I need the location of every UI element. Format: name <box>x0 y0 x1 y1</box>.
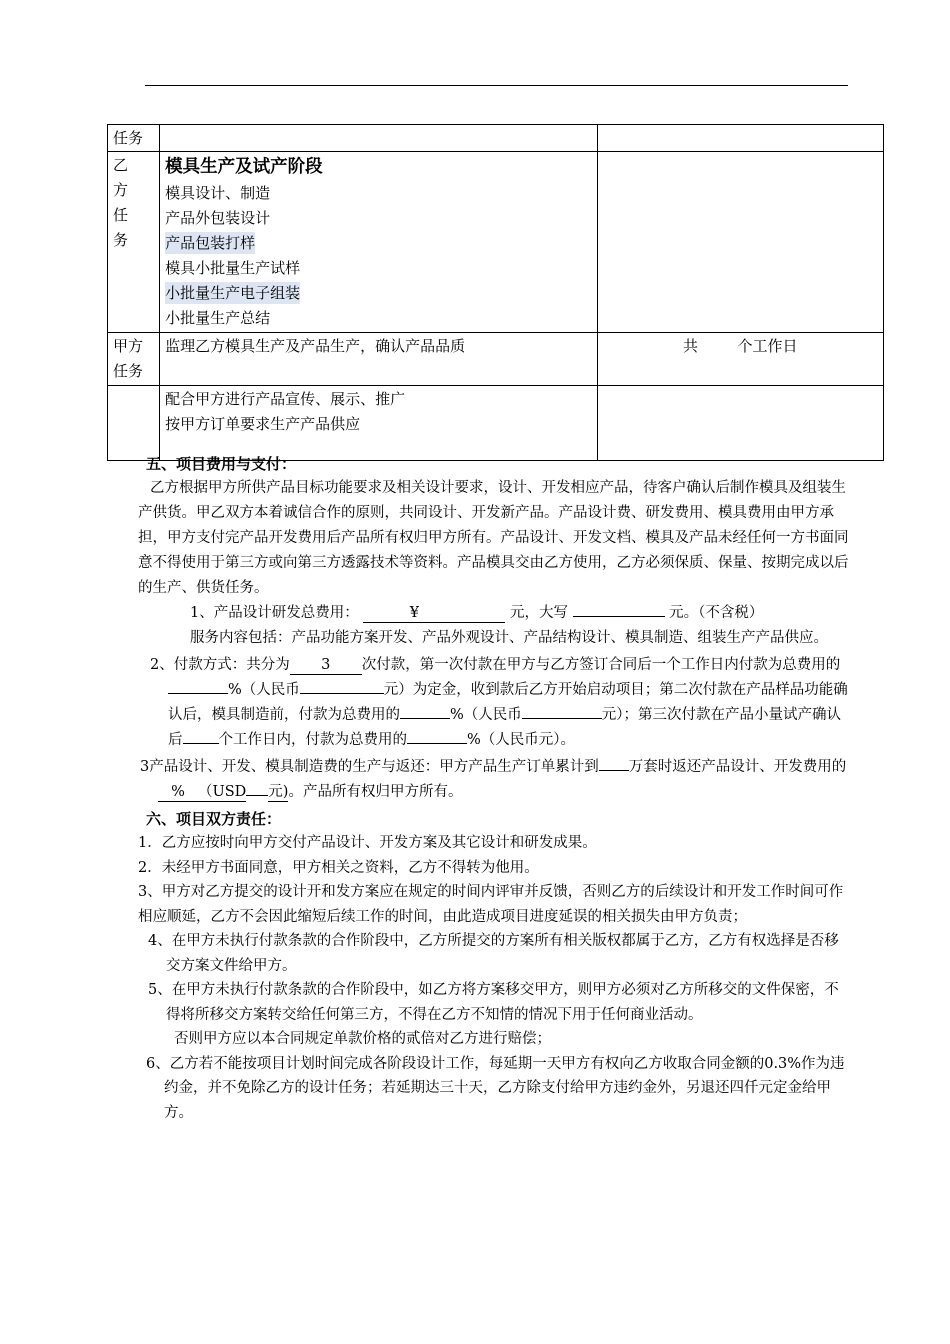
section5-title: 五、项目费用与支付： <box>146 455 297 473</box>
pay-text: 2、付款方式：共分为 <box>150 657 290 673</box>
refund-usd: （USD <box>198 784 247 800</box>
section6-title: 六、项目双方责任： <box>146 810 282 828</box>
fee-line <box>138 601 850 626</box>
list-item: 小批量生产总结 <box>165 309 271 327</box>
refund-text: 。产品所有权归甲方所有。 <box>288 784 463 800</box>
row2-content: 监理乙方模具生产及产品生产，确认产品品质 <box>160 333 597 386</box>
pay-text: %（人民币元）。 <box>467 732 576 748</box>
label-line: 甲方 <box>113 337 144 355</box>
blank <box>246 795 268 796</box>
responsibility-item: 否则甲方应以本合同规定单款价格的贰倍对乙方进行赔偿； <box>174 1031 551 1047</box>
task-table <box>107 124 884 461</box>
list-item-highlighted: 产品包装打样 <box>165 234 256 252</box>
label-char: 务 <box>113 231 129 249</box>
blank <box>300 693 384 694</box>
list-item: 按甲方订单要求生产产品供应 <box>165 415 361 433</box>
refund-text: 万套时返还产品设计、开发费用的 <box>628 759 847 775</box>
responsibility-item: 2．未经甲方书面同意，甲方相关之资料，乙方不得转为他用。 <box>138 859 539 876</box>
pay-text: %（人民币 <box>228 682 300 698</box>
row3-content <box>160 386 597 461</box>
stage-heading: 模具生产及试产阶段 <box>165 157 323 177</box>
row2-duration <box>597 333 883 386</box>
label-char: 乙 <box>113 156 129 174</box>
table-row <box>108 125 884 152</box>
currency-symbol: ¥ <box>409 605 419 621</box>
row0-label: 任务 <box>108 125 160 152</box>
list-item: 模具设计、制造 <box>165 184 271 202</box>
row2-label <box>108 333 160 386</box>
pay-count: 3 <box>290 656 362 675</box>
table-row <box>108 386 884 461</box>
table-row <box>108 152 884 333</box>
responsibility-item: 6、乙方若不能按项目计划时间完成各阶段设计工作，每延期一天甲方有权向乙方收取合同金额的0.3%作为违约金，并不免除乙方的设计任务；若延期达三十天，乙方除支付给甲方违约金外，另退还四仟元定金给甲方。 <box>146 1055 845 1121</box>
pay-text: 个工作日内，付款为总费用的 <box>218 732 407 748</box>
row1-label <box>108 152 160 333</box>
list-item: 模具小批量生产试样 <box>165 259 301 277</box>
fee-capital-label: 元，大写 <box>509 605 568 621</box>
refund-percent: % <box>158 783 198 802</box>
blank <box>400 718 450 719</box>
pay-text: 元）为定金，收到款后乙方开始启动项目；第二次付款在产品样品功能确认后，模具制造前，付款为总费用的 <box>168 682 848 723</box>
label-char: 方 <box>113 181 129 199</box>
service-scope: 服务内容包括：产品功能方案开发、产品外观设计、产品结构设计、模具制造、组装生产产品供应。 <box>190 630 828 646</box>
blank <box>183 743 219 744</box>
fee-note: 元。（不含税） <box>669 605 764 621</box>
row0-duration <box>597 125 883 152</box>
pay-text: 次付款，第一次付款在甲方与乙方签订合同后一个工作日内付款为总费用的 <box>361 657 841 673</box>
fee-label: 1、产品设计研发总费用： <box>190 605 359 621</box>
blank <box>407 743 467 744</box>
label-char: 任 <box>113 206 129 224</box>
table-row <box>108 333 884 386</box>
row1-content <box>160 152 597 333</box>
duration-prefix: 共 <box>682 337 698 355</box>
row3-duration <box>597 386 883 461</box>
responsibility-item: 3、甲方对乙方提交的设计开和发方案应在规定的时间内评审并反馈，否则乙方的后续设计和开发工作时间可作相应顺延，乙方不会因此缩短后续工作的时间，由此造成项目进度延误的相关损失由甲方负责； <box>138 884 844 925</box>
responsibility-item: 5、在甲方未执行付款条款的合作阶段中，如乙方将方案移交甲方，则甲方必须对乙方所移交的文件保密，不得将所移交方案转交给任何第三方，不得在乙方不知情的情况下用于任何商业活动。 <box>148 982 839 1023</box>
fee-amount-blank <box>363 604 505 623</box>
pay-text: 元）；第三次付款在产品小量试产确认后 <box>168 707 842 748</box>
payment-terms <box>150 653 850 753</box>
responsibility-item: 1．乙方应按时向甲方交付产品设计、开发方案及其它设计和研发成果。 <box>138 835 597 851</box>
blank <box>168 693 228 694</box>
row1-duration <box>597 152 883 333</box>
duration-suffix: 个工作日 <box>737 337 798 355</box>
blank <box>522 718 602 719</box>
blank <box>599 770 629 771</box>
label-line: 任务 <box>113 362 144 380</box>
header-rule <box>145 85 848 86</box>
refund-yuan: 元) <box>268 784 289 800</box>
list-item-highlighted: 小批量生产电子组装 <box>165 284 301 302</box>
responsibility-item: 4、在甲方未执行付款条款的合作阶段中，乙方所提交的方案所有相关版权都属于乙方，乙方有权选择是否移交方案文件给甲方。 <box>148 933 839 974</box>
refund-terms <box>140 755 850 805</box>
contract-body <box>138 452 850 1125</box>
pay-text: %（人民币 <box>450 707 522 723</box>
section5-paragraph: 乙方根据甲方所供产品目标功能要求及相关设计要求，设计、开发相应产品，待客户确认后制作模具及组装生产供货。甲乙双方本着诚信合作的原则，共同设计、开发新产品。产品设计费、研发费用、模具费用由甲方承担，甲方支付完产品开发费用后产品所有权归甲方所有。产品设计、开发文档、模具及产品未经任何一方书面同意不得使用于第三方或向第三方透露技术等资料。产品模具交由乙方使用，乙方必须保质、保量、按期完成以后的生产、供货任务。 <box>138 480 849 596</box>
fee-capital-blank <box>573 616 665 617</box>
list-item: 产品外包装设计 <box>165 209 271 227</box>
list-item: 配合甲方进行产品宣传、展示、推广 <box>165 390 406 408</box>
refund-text: 3产品设计、开发、模具制造费的生产与返还：甲方产品生产订单累计到 <box>140 759 599 775</box>
row0-content <box>160 125 597 152</box>
row3-label <box>108 386 160 461</box>
